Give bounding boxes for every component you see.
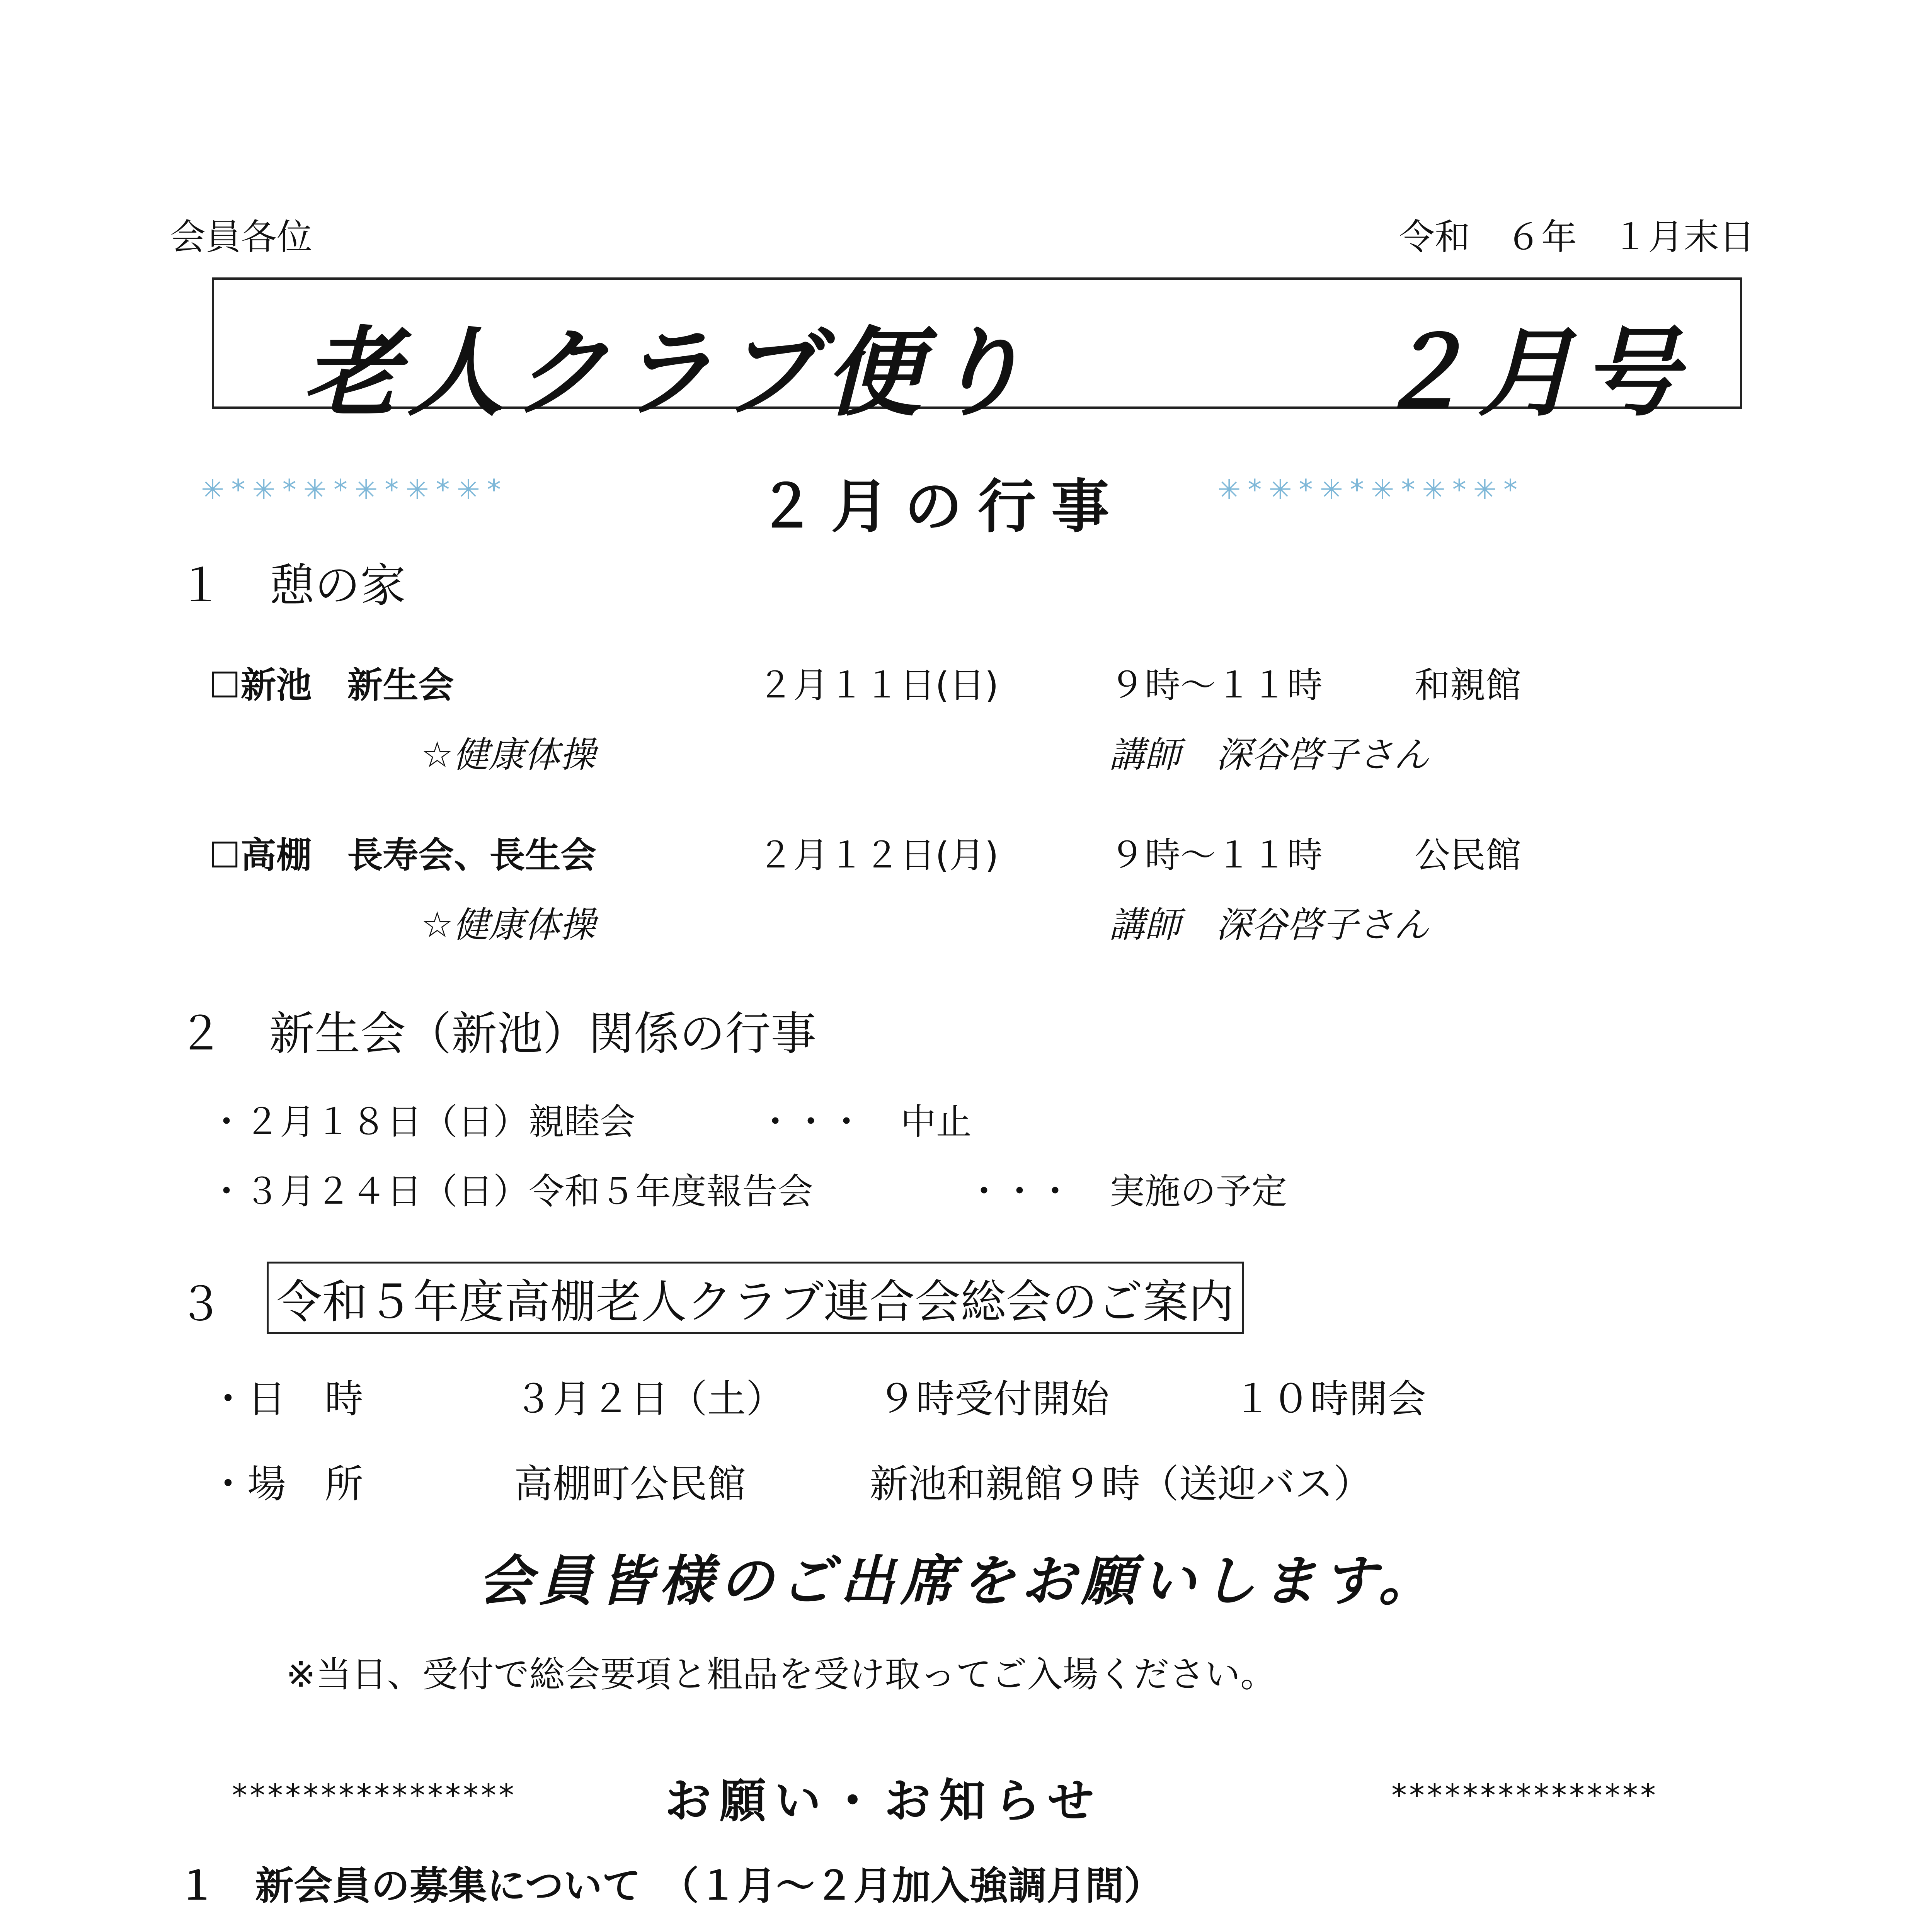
newsletter-title: 老人クラブ便り — [303, 316, 1033, 429]
notices-heading: お願い・お知らせ — [665, 1774, 1103, 1828]
meeting-place: 高棚町公民館 — [514, 1461, 746, 1507]
stars-right: *************** — [1391, 1777, 1658, 1813]
event-date: ２月１１日(日) — [758, 665, 999, 706]
event-place: 和親館 — [1415, 665, 1522, 706]
event-time: ９時～１１時 — [1109, 665, 1323, 706]
event-item: ・３月２４日（日）令和５年度報告会 — [209, 1171, 814, 1212]
title-box — [212, 277, 1742, 429]
section3-heading: 令和５年度高棚老人クラブ連合会総会のご案内 — [267, 1262, 1244, 1334]
event-item: ・２月１８日（日）親睦会 — [209, 1101, 636, 1143]
datetime-label: ・日 時 — [209, 1376, 363, 1422]
recruitment-heading: １ 新会員の募集について （１月～２月加入強調月間） — [178, 1863, 1163, 1908]
group-name: ☐高棚 長寿会、長生会 — [209, 835, 596, 876]
section2-heading: ２ 新生会（新池）関係の行事 — [178, 1007, 817, 1060]
issue-date: 令和 ６年 １月末日 — [1399, 216, 1755, 258]
activity: ☆健康体操 — [421, 734, 596, 776]
event-item-dots: ・・・ — [758, 1101, 865, 1143]
event-item-dots: ・・・ — [966, 1171, 1073, 1212]
attendance-appeal: 会員皆様のご出席をお願いします。 — [478, 1549, 1439, 1613]
section1-heading: １ 憩の家 — [178, 559, 406, 612]
instructor: 講師 深谷啓子さん — [1109, 904, 1430, 946]
reception-time: ９時受付開始 — [877, 1376, 1109, 1422]
place-label: ・場 所 — [209, 1461, 363, 1507]
activity: ☆健康体操 — [421, 904, 596, 946]
opening-time: １０時開会 — [1233, 1376, 1426, 1422]
instructor: 講師 深谷啓子さん — [1109, 734, 1430, 776]
stars-left: **************** — [232, 1777, 516, 1813]
event-date: ２月１２日(月) — [758, 835, 999, 876]
issue-label: ２月号 — [1374, 316, 1687, 429]
event-item-status: 実施の予定 — [1109, 1171, 1287, 1212]
shuttle-bus: 新池和親館９時（送迎バス） — [870, 1461, 1372, 1507]
snowflake-decoration-left: ✳*✳*✳*✳*✳*✳* — [201, 473, 508, 506]
event-item-status: 中止 — [901, 1101, 972, 1143]
group-name: ☐新池 新生会 — [209, 665, 454, 706]
recipient: 会員各位 — [170, 216, 313, 258]
meeting-date: ３月２日（土） — [514, 1376, 785, 1422]
snowflake-decoration-right: ✳*✳*✳*✳*✳*✳* — [1217, 473, 1524, 506]
section3-number: ３ — [178, 1277, 224, 1331]
event-time: ９時～１１時 — [1109, 835, 1323, 876]
events-heading: ２月の行事 — [758, 473, 1125, 541]
event-place: 公民館 — [1415, 835, 1522, 876]
attendance-note: ※当日、受付で総会要項と粗品を受け取ってご入場ください。 — [286, 1654, 1276, 1695]
